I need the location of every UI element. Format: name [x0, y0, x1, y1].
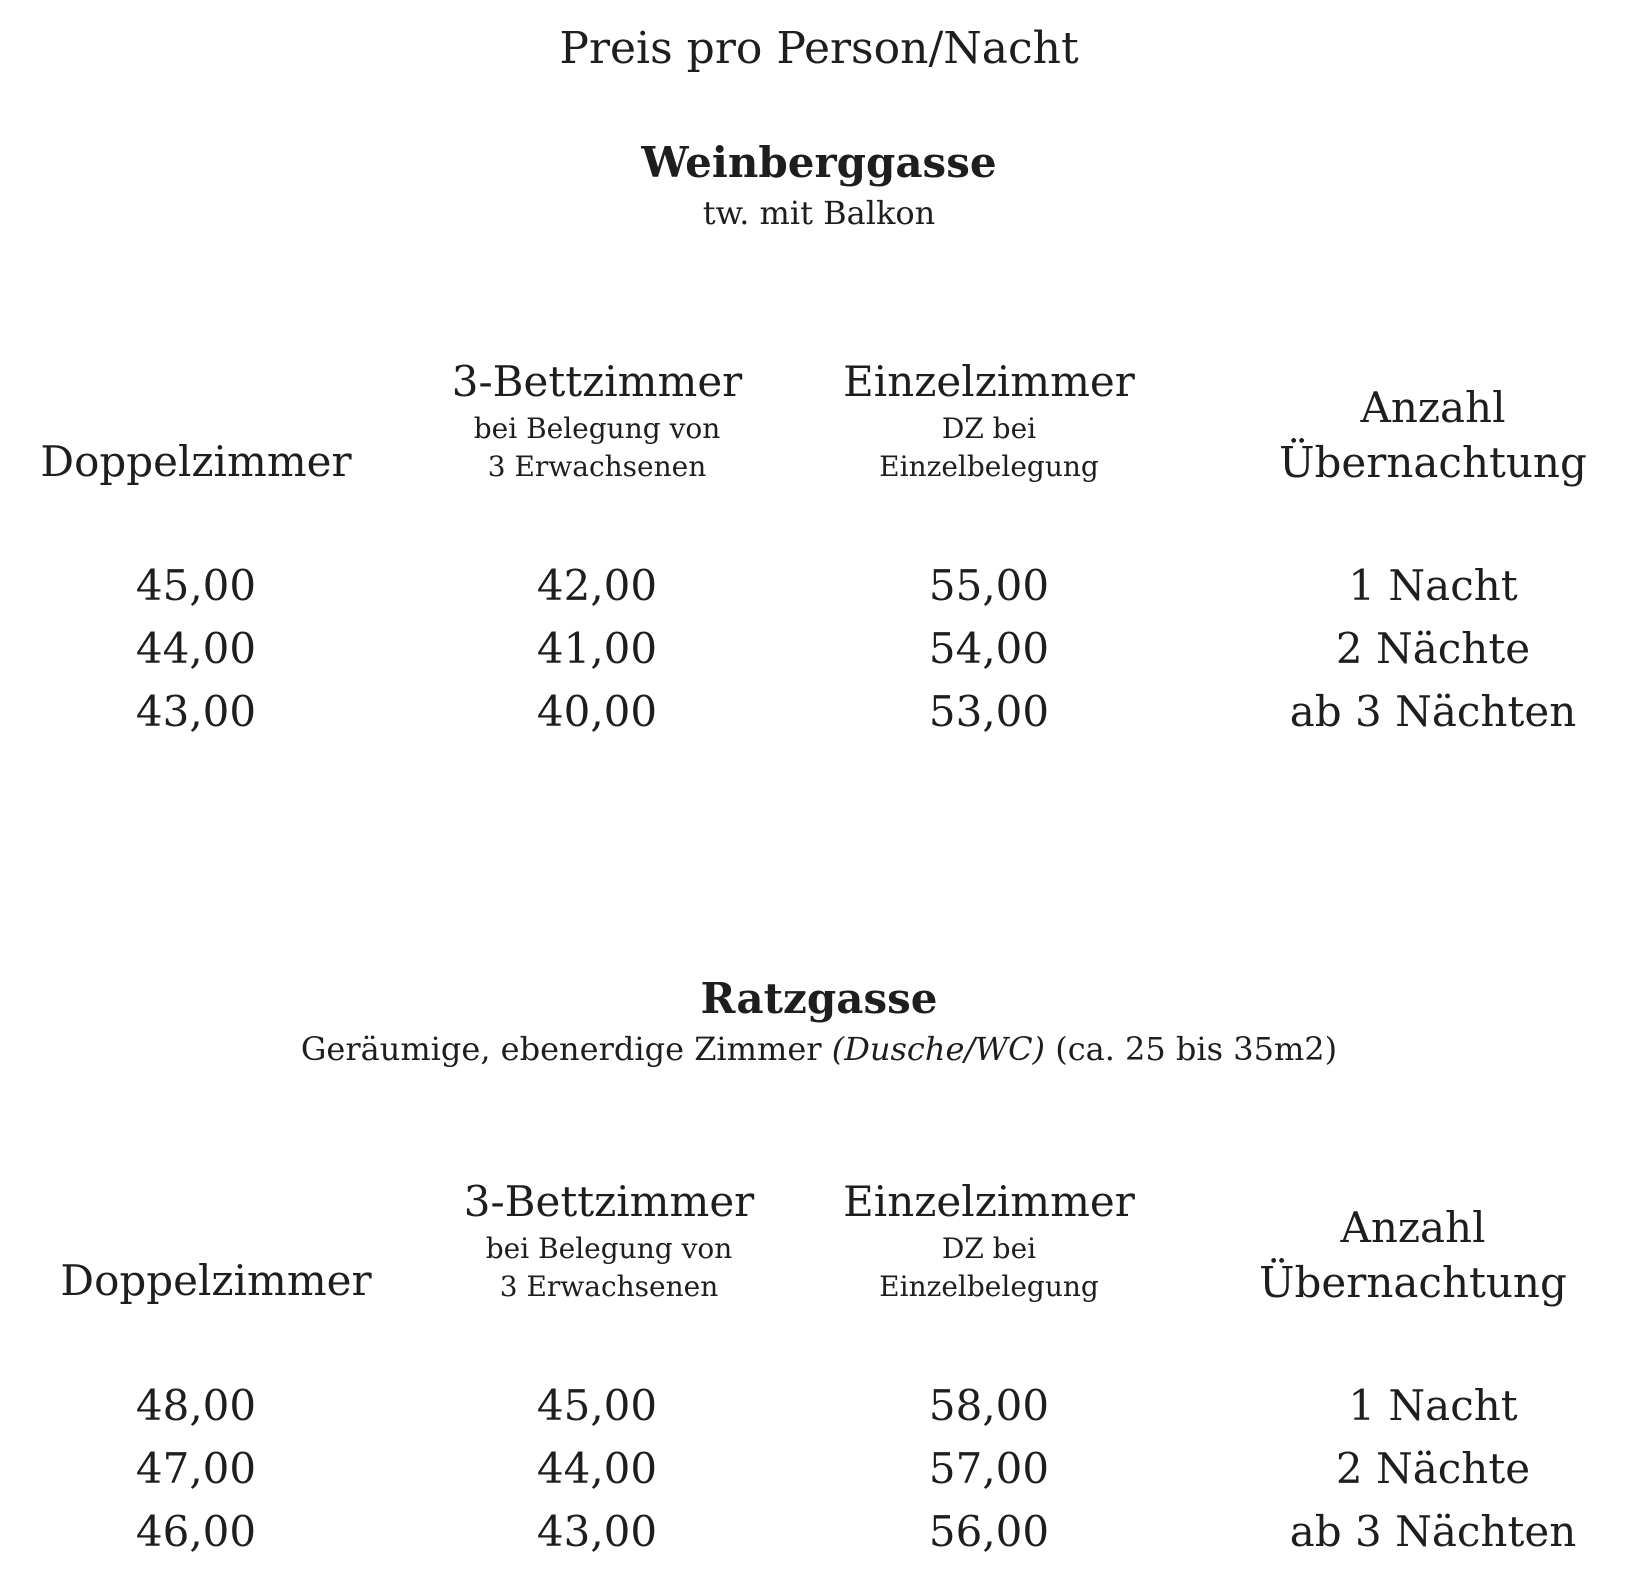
col-subheader-einzelzimmer-line2: Einzelbelegung [879, 450, 1099, 483]
price-cell-doppelzimmer: 47,00 [135, 1444, 257, 1493]
price-cell-3-bettzimmer: 45,00 [536, 1381, 658, 1430]
subtitle-part: (ca. 25 bis 35m2) [1045, 1030, 1338, 1068]
col-header-doppelzimmer: Doppelzimmer [60, 1256, 372, 1305]
col-subheader-einzelzimmer-line1: DZ bei [941, 412, 1037, 445]
price-cell-doppelzimmer: 44,00 [135, 624, 257, 673]
col-header-3-bettzimmer: 3-Bettzimmer [463, 1177, 755, 1226]
nights-cell: 1 Nacht [1348, 1381, 1518, 1430]
nights-cell: ab 3 Nächten [1289, 687, 1577, 736]
page-title: Preis pro Person/Nacht [559, 23, 1079, 74]
section-subtitle-weinberggasse [703, 193, 936, 233]
subtitle-part-italic: (Dusche/WC) [831, 1030, 1046, 1068]
nights-cell: ab 3 Nächten [1289, 1507, 1577, 1556]
price-cell-einzelzimmer: 58,00 [928, 1381, 1050, 1430]
col-header-3-bettzimmer: 3-Bettzimmer [451, 357, 743, 406]
price-cell-doppelzimmer: 43,00 [135, 687, 257, 736]
nights-cell: 2 Nächte [1335, 624, 1531, 673]
col-header-uebernachtung: Übernachtung [1279, 438, 1587, 487]
col-header-anzahl: Anzahl [1360, 383, 1506, 432]
col-subheader-3-bettzimmer-line2: 3 Erwachsenen [499, 1270, 719, 1303]
col-subheader-3-bettzimmer-line1: bei Belegung von [485, 1232, 733, 1265]
col-header-einzelzimmer: Einzelzimmer [843, 357, 1135, 406]
col-subheader-3-bettzimmer-line2: 3 Erwachsenen [487, 450, 707, 483]
price-cell-einzelzimmer: 54,00 [928, 624, 1050, 673]
section-title-ratzgasse: Ratzgasse [700, 974, 938, 1023]
col-header-einzelzimmer: Einzelzimmer [843, 1177, 1135, 1226]
col-header-doppelzimmer: Doppelzimmer [40, 437, 352, 486]
price-cell-einzelzimmer: 56,00 [928, 1507, 1050, 1556]
price-cell-3-bettzimmer: 41,00 [536, 624, 658, 673]
price-cell-3-bettzimmer: 44,00 [536, 1444, 658, 1493]
price-cell-einzelzimmer: 53,00 [928, 687, 1050, 736]
col-subheader-einzelzimmer-line1: DZ bei [941, 1232, 1037, 1265]
price-cell-doppelzimmer: 46,00 [135, 1507, 257, 1556]
price-cell-3-bettzimmer: 42,00 [536, 561, 658, 610]
subtitle-part: tw. mit Balkon [702, 194, 936, 232]
col-subheader-3-bettzimmer-line1: bei Belegung von [473, 412, 721, 445]
price-cell-3-bettzimmer: 40,00 [536, 687, 658, 736]
price-cell-3-bettzimmer: 43,00 [536, 1507, 658, 1556]
col-header-anzahl: Anzahl [1340, 1203, 1486, 1252]
price-cell-doppelzimmer: 45,00 [135, 561, 257, 610]
subtitle-part: Geräumige, ebenerdige Zimmer [300, 1030, 832, 1068]
nights-cell: 2 Nächte [1335, 1444, 1531, 1493]
section-title-weinberggasse: Weinberggasse [641, 138, 997, 187]
section-subtitle-ratzgasse [301, 1029, 1337, 1069]
price-cell-einzelzimmer: 55,00 [928, 561, 1050, 610]
price-cell-einzelzimmer: 57,00 [928, 1444, 1050, 1493]
col-header-uebernachtung: Übernachtung [1259, 1258, 1567, 1307]
col-subheader-einzelzimmer-line2: Einzelbelegung [879, 1270, 1099, 1303]
price-cell-doppelzimmer: 48,00 [135, 1381, 257, 1430]
nights-cell: 1 Nacht [1348, 561, 1518, 610]
